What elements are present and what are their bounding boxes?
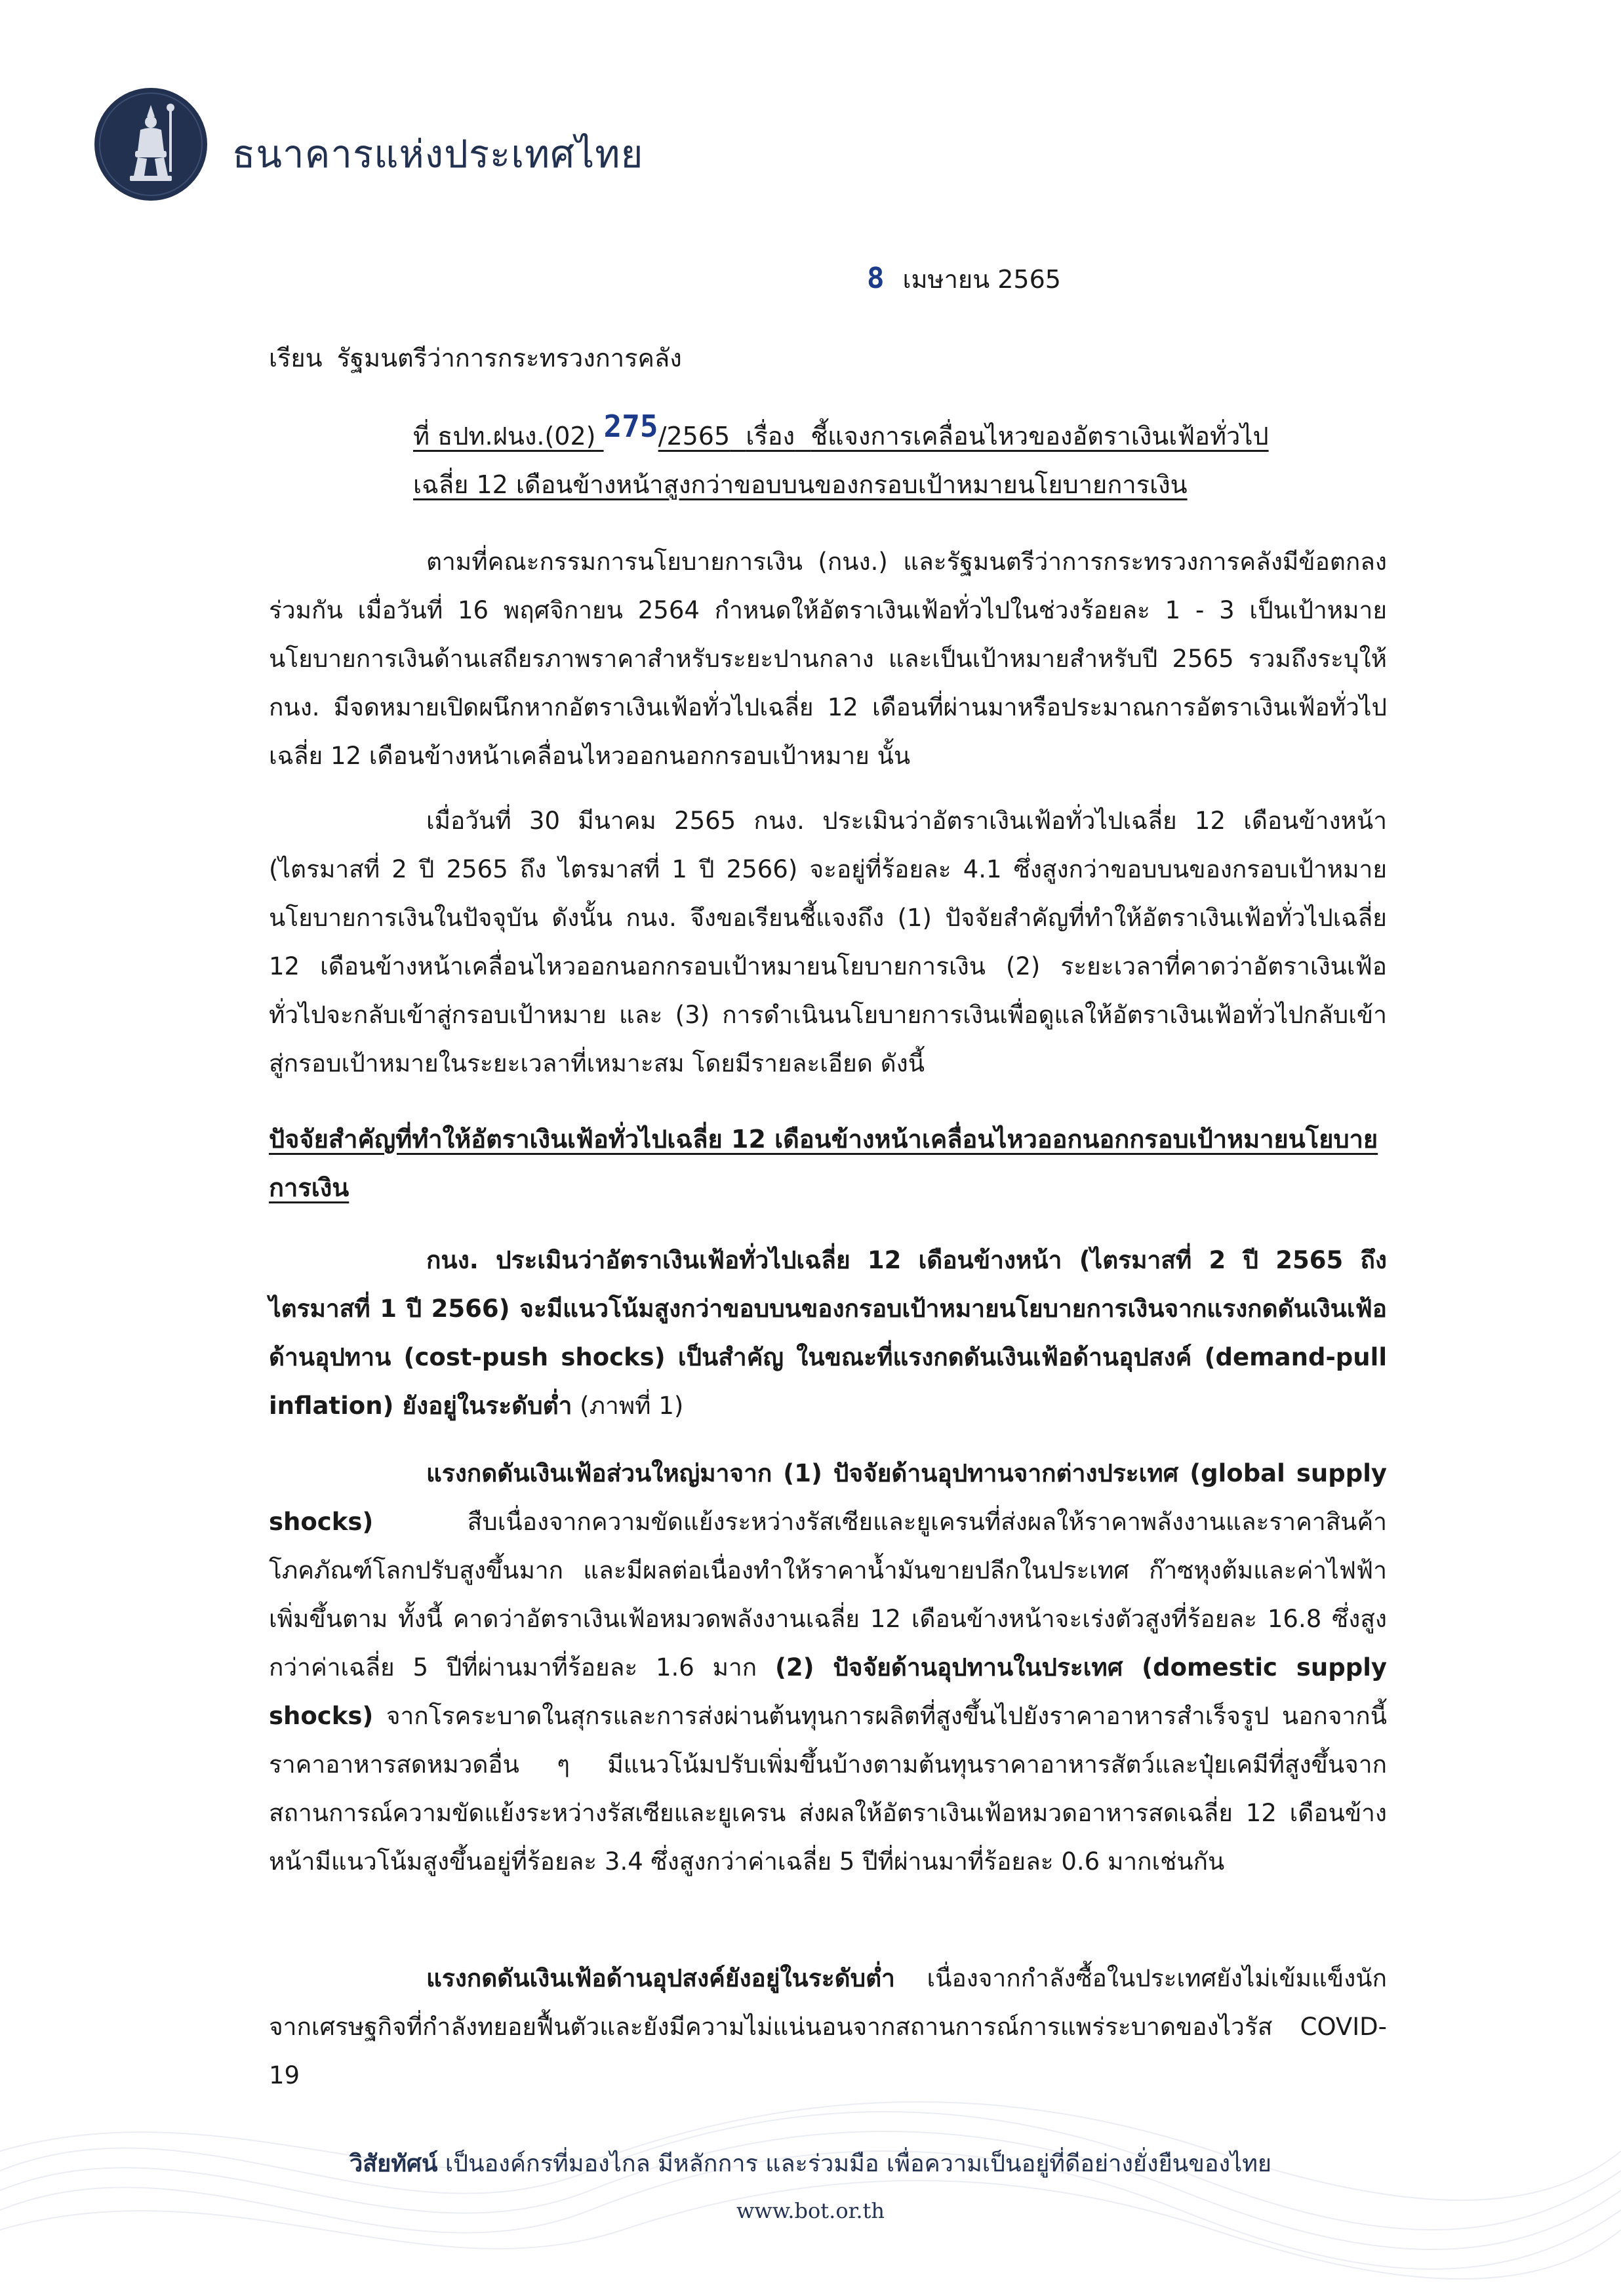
subject-line-2: เฉลี่ย 12 เดือนข้างหน้าสูงกว่าขอบบนของกรอบเป้าหมายนโยบายการเงิน [413, 470, 1188, 499]
subject-label: เรื่อง [746, 422, 795, 451]
organization-name: ธนาคารแห่งประเทศไทย [232, 132, 644, 176]
paragraph-supply-shocks [269, 1449, 1387, 1886]
domestic-supply-text: จากโรคระบาดในสุกรและการส่งผ่านต้นทุนการผลิตที่สูงขึ้นไปยังราคาอาหารสำเร็จรูป นอกจากนี้ ราคาอาหารสดหมวดอื่น ๆ มีแนวโน้มปรับเพิ่มขึ้นบ้างตามต้นทุนราคาอาหารสัตว์และปุ๋ยเคมีที่สูงขึ้นจากสถานการณ์ความขัดแย้งระหว่างรัสเซียและยูเครน ส่งผลให้อัตราเงินเฟ้อหมวดอาหารสดเฉลี่ย 12 เดือนข้างหน้ามีแนวโน้มสูงขึ้นอยู่ที่ร้อยละ 3.4 ซึ่งสูงกว่าค่าเฉลี่ย 5 ปีที่ผ่านมาที่ร้อยละ 0.6 มากเช่นกัน [269, 1702, 1387, 1876]
paragraph-cost-push-bold: กนง. ประเมินว่าอัตราเงินเฟ้อทั่วไปเฉลี่ย 12 เดือนข้างหน้า (ไตรมาสที่ 2 ปี 2565 ถึงไตรมาสที่ 1 ปี 2566) จะมีแนวโน้มสูงกว่าขอบบนของกรอบเป้าหมายนโยบายการเงินจากแรงกดดันเงินเฟ้อด้านอุปทาน (cost-push shocks) เป็นสำคัญ ในขณะที่แรงกดดันเงินเฟ้อด้านอุปสงค์ (demand-pull inflation) ยังอยู่ในระดับต่ำ [269, 1246, 1387, 1420]
global-supply-bold: แรงกดดันเงินเฟ้อส่วนใหญ่มาจาก (1) ปัจจัยด้านอุปทานจากต่างประเทศ (global supply shocks) [269, 1459, 1387, 1536]
ref-prefix: ที่ ธปท.ฝนง.(02) [413, 422, 596, 451]
date-month-year: เมษายน 2565 [902, 265, 1061, 294]
footer-guilloche-pattern [0, 2085, 1621, 2296]
vision-text: เป็นองค์กรที่มองไกล มีหลักการ และร่วมมือ เพื่อความเป็นอยู่ที่ดีอย่างยั่งยืนของไทย [437, 2150, 1272, 2177]
footer-vision-statement [0, 2145, 1621, 2182]
ref-suffix: /2565 [658, 422, 730, 451]
demand-pull-text: เนื่องจากกำลังซื้อในประเทศยังไม่เข้มแข็งนักจากเศรษฐกิจที่กำลังทยอยฟื้นตัวและยังมีความไม่แน่นอนจากสถานการณ์การแพร่ระบาดของไวรัส COVID-19 [269, 1964, 1387, 2089]
salutation-label: เรียน [269, 344, 323, 373]
footer-website-url[interactable]: www.bot.or.th [736, 2198, 885, 2223]
paragraph-demand-pull [269, 1954, 1387, 2100]
paragraph-agreement: ตามที่คณะกรรมการนโยบายการเงิน (กนง.) และรัฐมนตรีว่าการกระทรวงการคลังมีข้อตกลงร่วมกัน เมื่อวันที่ 16 พฤศจิกายน 2564 กำหนดให้อัตราเงินเฟ้อทั่วไปในช่วงร้อยละ 1 - 3 เป็นเป้าหมายนโยบายการเงินด้านเสถียรภาพราคาสำหรับระยะปานกลาง และเป็นเป้าหมายสำหรับปี 2565 รวมถึงระบุให้ กนง. มีจดหมายเปิดผนึกหากอัตราเงินเฟ้อทั่วไปเฉลี่ย 12 เดือนที่ผ่านมาหรือประมาณการอัตราเงินเฟ้อทั่วไปเฉลี่ย 12 เดือนข้างหน้าเคลื่อนไหวออกนอกกรอบเป้าหมาย นั้น [269, 548, 1387, 770]
letter-date [867, 259, 1061, 299]
vision-label: วิสัยทัศน์ [349, 2150, 438, 2177]
paragraph-assessment: เมื่อวันที่ 30 มีนาคม 2565 กนง. ประเมินว่าอัตราเงินเฟ้อทั่วไปเฉลี่ย 12 เดือนข้างหน้า (ไตรมาสที่ 2 ปี 2565 ถึง ไตรมาสที่ 1 ปี 2566) จะอยู่ที่ร้อยละ 4.1 ซึ่งสูงกว่าขอบบนของกรอบเป้าหมายนโยบายการเงินในปัจจุบัน ดังนั้น กนง. จึงขอเรียนชี้แจงถึง (1) ปัจจัยสำคัญที่ทำให้อัตราเงินเฟ้อทั่วไปเฉลี่ย 12 เดือนข้างหน้าเคลื่อนไหวออกนอกกรอบเป้าหมายนโยบายการเงิน (2) ระยะเวลาที่คาดว่าอัตราเงินเฟ้อทั่วไปจะกลับเข้าสู่กรอบเป้าหมาย และ (3) การดำเนินนโยบายการเงินเพื่อดูแลให้อัตราเงินเฟ้อทั่วไปกลับเข้าสู่กรอบเป้าหมายในระยะเวลาที่เหมาะสม โดยมีรายละเอียด ดังนี้ [269, 807, 1387, 1078]
global-supply-text: สืบเนื่องจากความขัดแย้งระหว่างรัสเซียและยูเครนที่ส่งผลให้ราคาพลังงานและราคาสินค้าโภคภัณฑ์โลกปรับสูงขึ้นมาก และมีผลต่อเนื่องทำให้ราคาน้ำมันขายปลีกในประเทศ ก๊าซหุงต้มและค่าไฟฟ้าเพิ่มขึ้นตาม ทั้งนี้ คาดว่าอัตราเงินเฟ้อหมวดพลังงานเฉลี่ย 12 เดือนข้างหน้าจะเร่งตัวสูงที่ร้อยละ 16.8 ซึ่งสูงกว่าค่าเฉลี่ย 5 ปีที่ผ่านมาที่ร้อยละ 1.6 มาก [269, 1508, 1387, 1682]
salutation [269, 338, 682, 378]
subject-line-1: ชี้แจงการเคลื่อนไหวของอัตราเงินเฟ้อทั่วไป [810, 422, 1269, 451]
date-day-handwritten: 8 [867, 262, 885, 295]
section-heading-factors: ปัจจัยสำคัญที่ทำให้อัตราเงินเฟ้อทั่วไปเฉลี่ย 12 เดือนข้างหน้าเคลื่อนไหวออกนอกกรอบเป้าหมายนโยบายการเงิน [269, 1125, 1378, 1202]
bank-of-thailand-emblem-icon [92, 85, 210, 203]
domestic-supply-bold: (2) ปัจจัยด้านอุปทานในประเทศ (domestic supply shocks) [269, 1653, 1387, 1730]
ref-number-handwritten: 275 [603, 409, 658, 444]
subject-block [413, 410, 1371, 509]
paragraph-cost-push [269, 1236, 1387, 1430]
demand-pull-bold: แรงกดดันเงินเฟ้อด้านอุปสงค์ยังอยู่ในระดับต่ำ [426, 1964, 895, 1992]
salutation-recipient: รัฐมนตรีว่าการกระทรวงการคลัง [336, 344, 682, 373]
paragraph-cost-push-ref: (ภาพที่ 1) [572, 1392, 684, 1420]
bank-emblem-logo [92, 85, 210, 203]
